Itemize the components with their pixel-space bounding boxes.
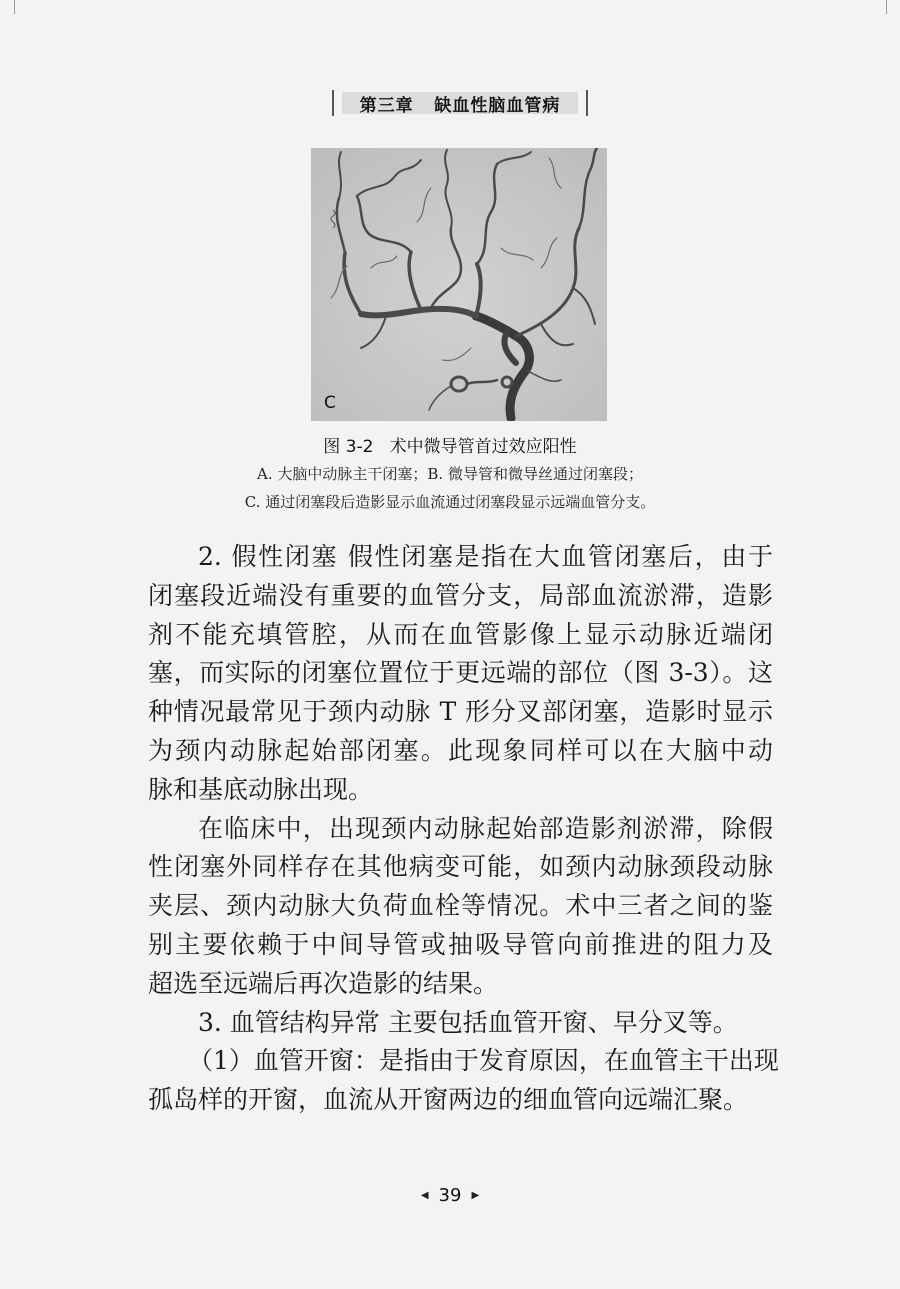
paragraph-line: 闭塞段近端没有重要的血管分支，局部血流淤滞，造影 xyxy=(148,580,773,610)
panel-label: C xyxy=(324,393,336,413)
paragraph-line: 在临床中，出现颈内动脉起始部造影剂淤滞，除假 xyxy=(198,813,773,843)
paragraph-line: 为颈内动脉起始部闭塞。此现象同样可以在大脑中动 xyxy=(148,735,773,765)
paragraph-line: 3. 血管结构异常 主要包括血管开窗、早分叉等。 xyxy=(198,1007,738,1037)
left-triangle-icon: ◀ xyxy=(420,1190,429,1201)
header-bar-right xyxy=(586,90,588,116)
figure-caption-line: A. 大脑中动脉主干闭塞；B. 微导管和微导丝通过闭塞段； xyxy=(257,465,643,483)
angiogram-image xyxy=(311,148,607,421)
crop-mark xyxy=(14,0,15,14)
body-text xyxy=(148,538,779,1120)
paragraph-line: 性闭塞外同样存在其他病变可能，如颈内动脉颈段动脉 xyxy=(148,852,773,882)
paragraph-line: 种情况最常见于颈内动脉 T 形分叉部闭塞，造影时显示 xyxy=(148,697,773,727)
figure-title: 图 3-2 术中微导管首过效应阳性 xyxy=(323,437,577,457)
header-bar-left xyxy=(332,90,334,116)
paragraph-line: 脉和基底动脉出现。 xyxy=(148,774,374,804)
page-number xyxy=(0,1185,900,1206)
angiogram-figure xyxy=(311,148,607,421)
paragraph-line: 剂不能充填管腔，从而在血管影像上显示动脉近端闭 xyxy=(148,619,773,649)
paragraph-line: 塞，而实际的闭塞位置位于更远端的部位（图 3-3）。这 xyxy=(148,658,773,688)
paragraph-line: 别主要依赖于中间导管或抽吸导管向前推进的阻力及 xyxy=(148,929,773,959)
right-triangle-icon: ▶ xyxy=(471,1190,480,1201)
paragraph-line: （1）血管开窗：是指由于发育原因，在血管主干出现 xyxy=(188,1046,779,1076)
paragraph-line: 超选至远端后再次造影的结果。 xyxy=(148,968,499,998)
chapter-title: 第三章 缺血性脑血管病 xyxy=(342,92,578,114)
figure-caption-line: C. 通过闭塞段后造影显示血流通过闭塞段显示远端血管分支。 xyxy=(244,493,656,511)
crop-mark xyxy=(886,0,887,14)
page-number-value: 39 xyxy=(438,1185,462,1206)
paragraph-line: 孤岛样的开窗，血流从开窗两边的细血管向远端汇聚。 xyxy=(148,1085,749,1115)
running-header xyxy=(332,90,588,116)
paragraph-line: 夹层、颈内动脉大负荷血栓等情况。术中三者之间的鉴 xyxy=(148,891,773,921)
paragraph-line: 2. 假性闭塞 假性闭塞是指在大血管闭塞后，由于 xyxy=(198,542,773,571)
